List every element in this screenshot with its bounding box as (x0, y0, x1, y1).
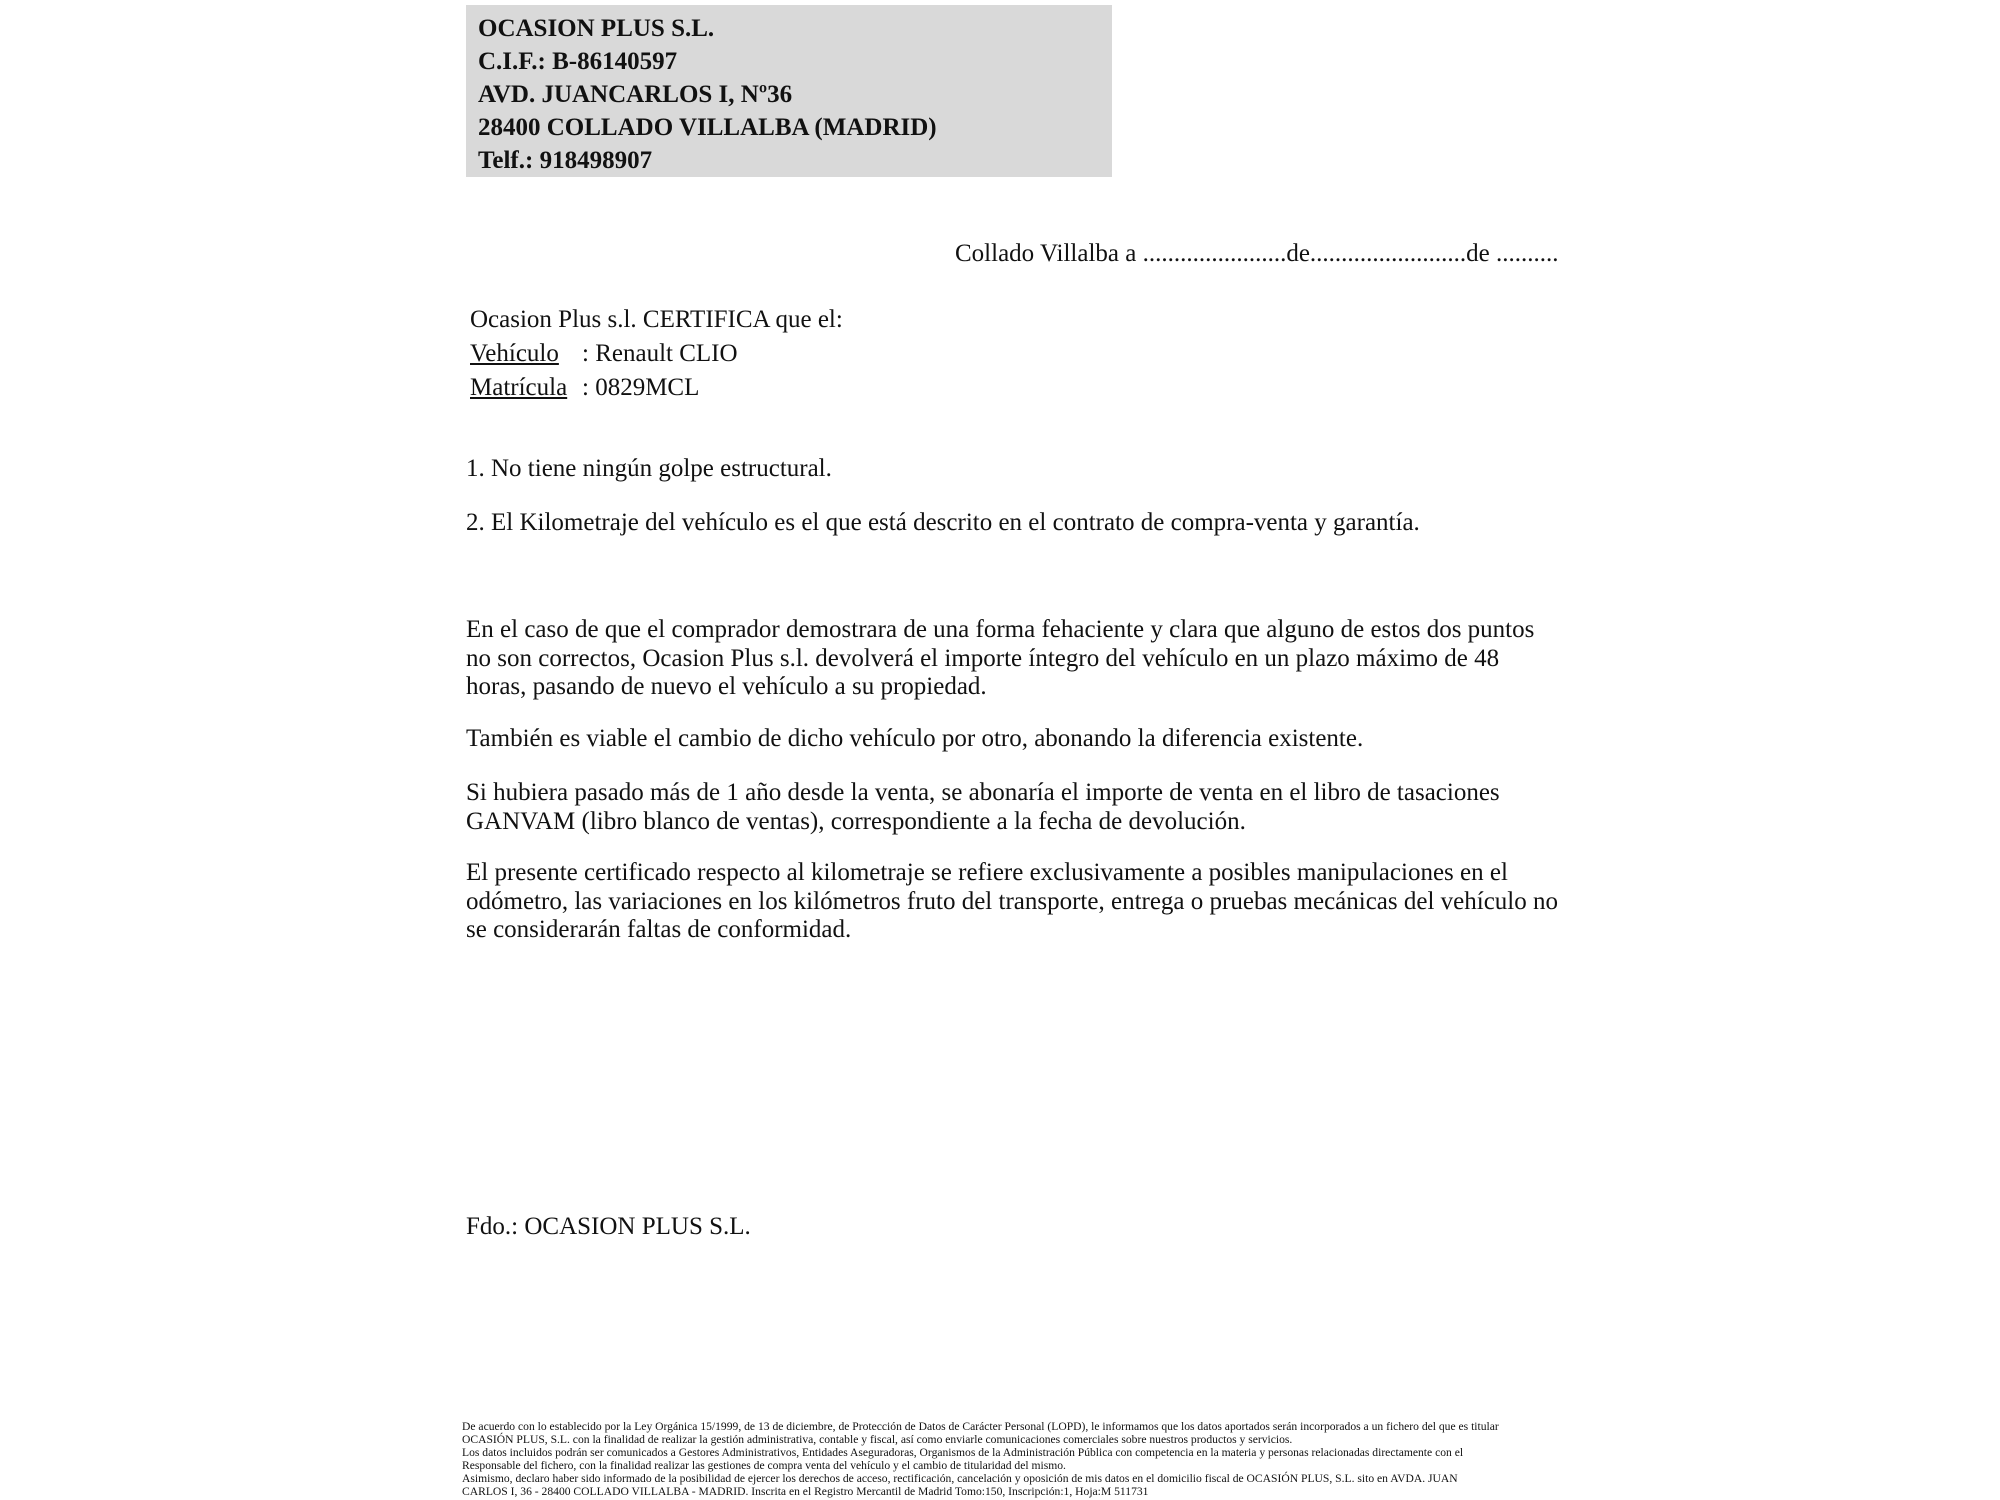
vehicle-row (470, 337, 843, 371)
vehicle-value: : Renault CLIO (582, 340, 738, 367)
legal-footer (462, 1420, 1572, 1499)
paragraph-ganvam: Si hubiera pasado más de 1 año desde la venta, se abonaría el importe de venta en el libro de tasaciones GANVAM (libro blanco de ventas), correspondiente a la fecha de devolución. (466, 779, 1500, 835)
point-structural: 1. No tiene ningún golpe estructural. (466, 455, 832, 482)
certification-section (470, 303, 843, 405)
company-city: 28400 COLLADO VILLALBA (MADRID) (478, 114, 937, 141)
company-header-block (466, 5, 1112, 177)
company-cif: C.I.F.: B-86140597 (478, 48, 678, 75)
plate-label: Matrícula (470, 374, 568, 401)
legal-line-3: Los datos incluidos podrán ser comunicados a Gestores Administrativos, Entidades Aseguradoras, Organismos de la Administración Pública con competencia en la materia y personas relacionadas directamente con el (462, 1446, 1464, 1460)
plate-row (470, 371, 843, 405)
plate-value: : 0829MCL (582, 374, 700, 401)
legal-line-5: Asimismo, declaro haber sido informado de la posibilidad de ejercer los derechos de acceso, rectificación, cancelación y oposición de mis datos en el domicilio fiscal de OCASIÓN PLUS, S.L. sito en AVDA. JUAN (462, 1472, 1458, 1486)
vehicle-label: Vehículo (470, 340, 559, 367)
legal-line-2: OCASIÓN PLUS, S.L. con la finalidad de realizar la gestión administrativa, contable y fiscal, así como enviarle comunicaciones comerciales sobre nuestros productos y servicios. (462, 1433, 1293, 1447)
date-line: Collado Villalba a .......................de.........................de .......... (955, 240, 1559, 267)
legal-line-6: CARLOS I, 36 - 28400 COLLADO VILLALBA - MADRID. Inscrita en el Registro Mercantil de Madrid Tomo:150, Inscripción:1, Hoja:M 511731 (462, 1485, 1149, 1499)
company-phone: Telf.: 918498907 (478, 147, 653, 174)
certify-intro: Ocasion Plus s.l. CERTIFICA que el: (470, 306, 843, 333)
company-address: AVD. JUANCARLOS I, Nº36 (478, 81, 793, 108)
paragraph-exchange: También es viable el cambio de dicho vehículo por otro, abonando la diferencia existente. (466, 725, 1364, 752)
legal-line-1: De acuerdo con lo establecido por la Ley Orgánica 15/1999, de 13 de diciembre, de Protección de Datos de Carácter Personal (LOPD), le informamos que los datos aportados serán incorporados a un fichero del que es titular (462, 1420, 1499, 1433)
point-mileage: 2. El Kilometraje del vehículo es el que está descrito en el contrato de compra-venta y garantía. (466, 509, 1420, 536)
paragraph-refund: En el caso de que el comprador demostrara de una forma fehaciente y clara que alguno de estos dos puntos no son correctos, Ocasion Plus s.l. devolverá el importe íntegro del vehículo en un plazo máximo de 48 horas, pasando de nuevo el vehículo a su propiedad. (466, 616, 1535, 700)
company-name: OCASION PLUS S.L. (478, 15, 715, 42)
paragraph-odometer: El presente certificado respecto al kilometraje se refiere exclusivamente a posibles manipulaciones en el odómetro, las variaciones en los kilómetros fruto del transporte, entrega o pruebas mecánicas del vehículo no se considerarán faltas de conformidad. (466, 859, 1559, 943)
signature-line: Fdo.: OCASION PLUS S.L. (466, 1213, 751, 1240)
legal-line-4: Responsable del fichero, con la finalidad realizar las gestiones de compra venta del vehículo y el cambio de titularidad del mismo. (462, 1459, 1066, 1473)
